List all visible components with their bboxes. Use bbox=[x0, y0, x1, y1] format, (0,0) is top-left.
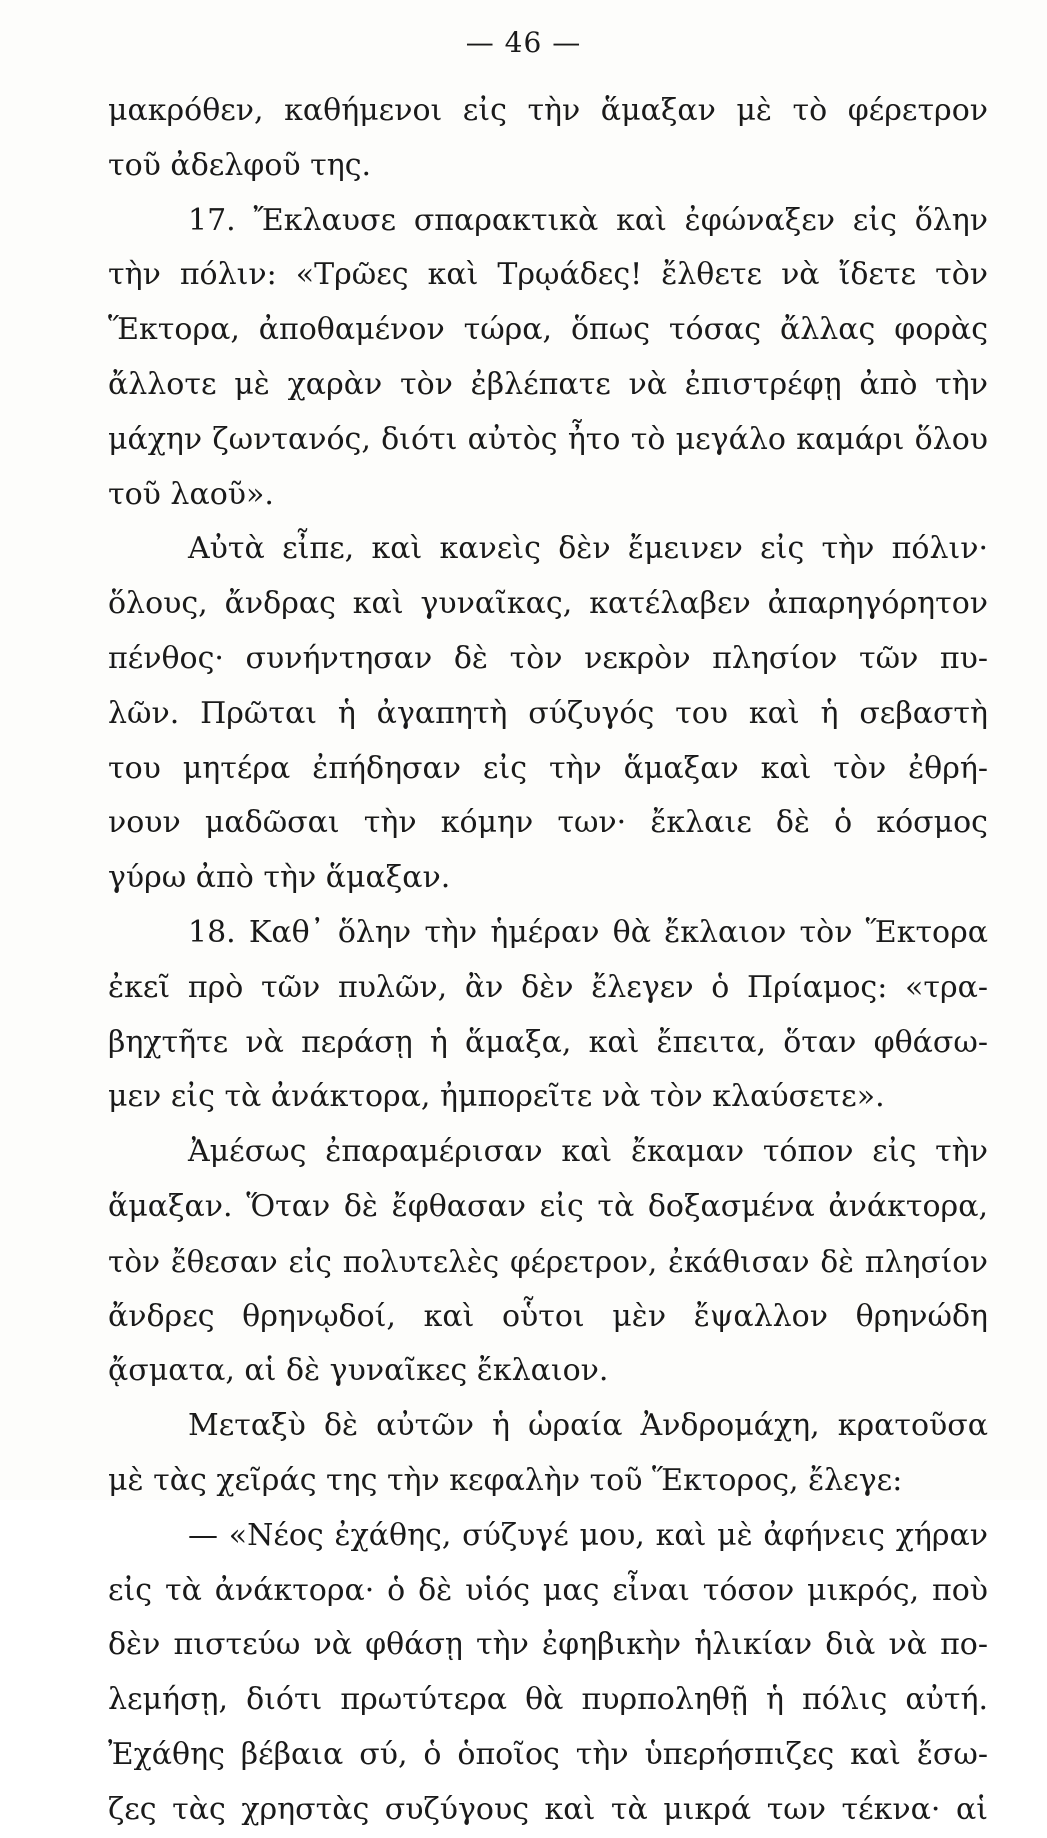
text-line: μεν εἰς τὰ ἀνάκτορα, ἠμπορεῖτε νὰ τὸν κλαύσετε». bbox=[108, 1079, 885, 1115]
text-line: 17. Ἔκλαυσε σπαρακτικὰ καὶ ἐφώναξεν εἰς ὅλην bbox=[188, 202, 988, 238]
text-line: βηχτῆτε νὰ περάσῃ ἡ ἅμαξα, καὶ ἔπειτα, ὅταν φθάσω- bbox=[108, 1024, 988, 1060]
text-line: ἄλλοτε μὲ χαρὰν τὸν ἐβλέπατε νὰ ἐπιστρέφῃ ἀπὸ τὴν bbox=[108, 366, 988, 402]
text-line: Ἐχάθης βέβαια σύ, ὁ ὁποῖος τὴν ὑπερήσπιζες καὶ ἔσω- bbox=[108, 1736, 988, 1772]
text-line: 18. Καθ᾿ ὅλην τὴν ἡμέραν θὰ ἔκλαιον τὸν Ἕκτορα bbox=[188, 914, 988, 950]
text-line: γύρω ἀπὸ τὴν ἅμαξαν. bbox=[108, 860, 451, 896]
body-text bbox=[108, 84, 988, 1838]
text-line: λεμήσῃ, διότι πρωτύτερα θὰ πυρποληθῇ ἡ πόλις αὐτή. bbox=[108, 1682, 988, 1718]
text-line: ᾄσματα, αἱ δὲ γυναῖκες ἔκλαιον. bbox=[108, 1353, 609, 1389]
text-line: Μεταξὺ δὲ αὐτῶν ἡ ὡραία Ἀνδρομάχη, κρατοῦσα bbox=[188, 1408, 988, 1444]
text-line: ἅμαξαν. Ὅταν δὲ ἔφθασαν εἰς τὰ δοξασμένα ἀνάκτορα, bbox=[108, 1188, 988, 1224]
text-line: νουν μαδῶσαι τὴν κόμην των· ἔκλαιε δὲ ὁ κόσμος bbox=[108, 805, 988, 841]
text-line: μὲ τὰς χεῖράς της τὴν κεφαλὴν τοῦ Ἕκτορος, ἔλεγε: bbox=[108, 1462, 903, 1498]
text-line: λῶν. Πρῶται ἡ ἀγαπητὴ σύζυγός του καὶ ἡ σεβαστὴ bbox=[108, 695, 988, 731]
text-line: τοῦ ἀδελφοῦ της. bbox=[108, 147, 372, 183]
text-line: ἄνδρες θρηνῳδοί, καὶ οὗτοι μὲν ἔψαλλον θρηνώδη bbox=[108, 1298, 988, 1334]
text-line: μάχην ζωντανός, διότι αὐτὸς ἦτο τὸ μεγάλο καμάρι ὅλου bbox=[108, 421, 988, 457]
text-line: τοῦ λαοῦ». bbox=[108, 476, 274, 512]
text-line: τὸν ἔθεσαν εἰς πολυτελὲς φέρετρον, ἐκάθισαν δὲ πλησίον bbox=[108, 1244, 988, 1279]
text-line: πένθος· συνήντησαν δὲ τὸν νεκρὸν πλησίον τῶν πυ- bbox=[108, 640, 988, 676]
text-line: εἰς τὰ ἀνάκτορα· ὁ δὲ υἱός μας εἶναι τόσον μικρός, ποὺ bbox=[108, 1572, 988, 1608]
text-line: δὲν πιστεύω νὰ φθάσῃ τὴν ἐφηβικὴν ἡλικίαν διὰ νὰ πο- bbox=[108, 1627, 988, 1663]
page-number: — 46 — bbox=[465, 26, 582, 59]
text-line: μακρόθεν, καθήμενοι εἰς τὴν ἅμαξαν μὲ τὸ φέρετρον bbox=[108, 93, 988, 128]
text-line: του μητέρα ἐπήδησαν εἰς τὴν ἅμαξαν καὶ τὸν ἐθρή- bbox=[108, 750, 988, 786]
text-line: ἐκεῖ πρὸ τῶν πυλῶν, ἂν δὲν ἔλεγεν ὁ Πρίαμος: «τρα- bbox=[108, 969, 988, 1005]
text-line: τὴν πόλιν: «Τρῶες καὶ Τρῳάδες! ἔλθετε νὰ ἴδετε τὸν bbox=[108, 257, 988, 293]
text-line: — «Νέος ἐχάθης, σύζυγέ μου, καὶ μὲ ἀφήνεις χήραν bbox=[188, 1517, 988, 1553]
text-line: Ἕκτορα, ἀποθαμένον τώρα, ὅπως τόσας ἄλλας φορὰς bbox=[108, 312, 988, 348]
text-line: ὅλους, ἄνδρας καὶ γυναῖκας, κατέλαβεν ἀπαρηγόρητον bbox=[108, 586, 988, 622]
text-line: Ἀμέσως ἐπαραμέρισαν καὶ ἔκαμαν τόπον εἰς τὴν bbox=[188, 1134, 988, 1170]
text-line: Αὐτὰ εἶπε, καὶ κανεὶς δὲν ἔμεινεν εἰς τὴν πόλιν· bbox=[188, 531, 988, 567]
text-line: ζες τὰς χρηστὰς συζύγους καὶ τὰ μικρά των τέκνα· αἱ bbox=[108, 1791, 988, 1827]
